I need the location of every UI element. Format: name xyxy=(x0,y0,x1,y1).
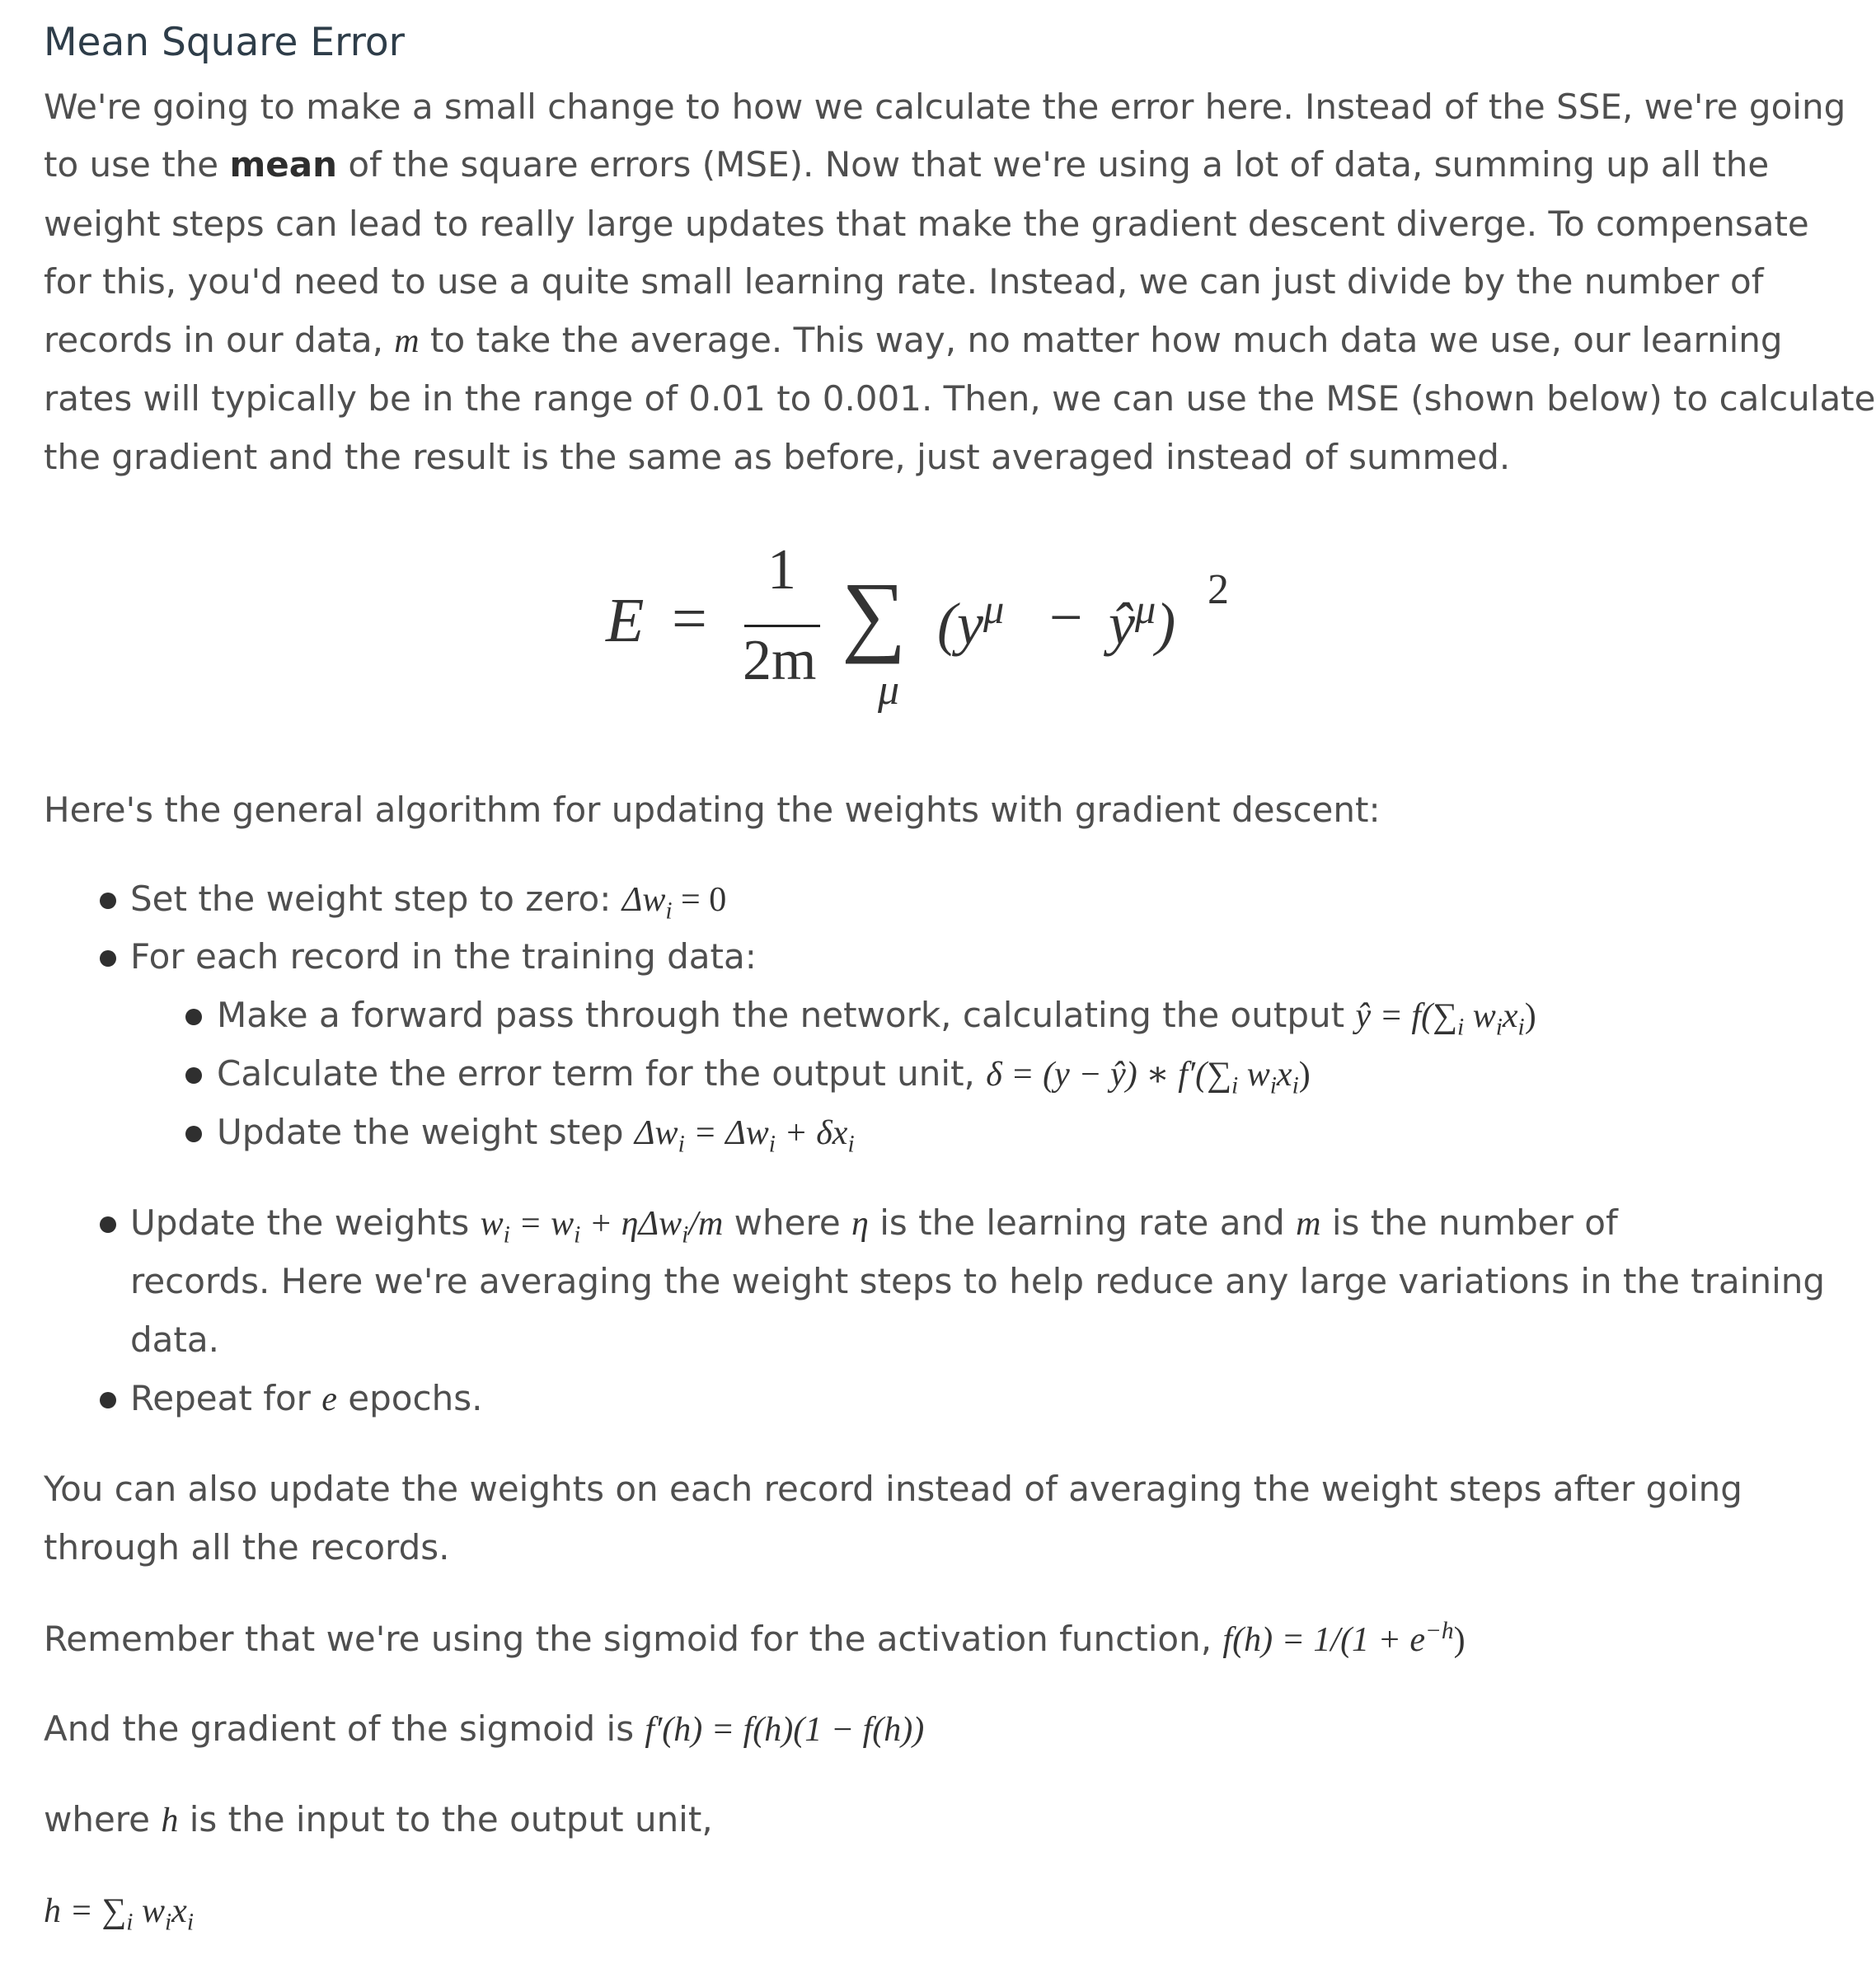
math-sigmoid: f(h) = 1/(1 + e xyxy=(1222,1621,1426,1659)
intro-text: to use the xyxy=(44,144,230,185)
bullet xyxy=(185,1009,202,1025)
intro-line-7: the gradient and the result is the same as before, just averaged instead of summed. xyxy=(44,437,1511,477)
math-h: h xyxy=(161,1802,179,1839)
algorithm-intro: Here's the general algorithm for updating the weights with gradient descent: xyxy=(44,790,1381,830)
eq-denominator: 2m xyxy=(743,629,817,692)
math-sub: i xyxy=(126,1909,134,1936)
bullet xyxy=(100,893,116,909)
math-sub: i xyxy=(847,1131,855,1158)
step-text: Repeat for xyxy=(130,1378,322,1418)
math-eta: η xyxy=(851,1205,869,1243)
intro-line-4: for this, you'd need to use a quite small learning rate. Instead, we can just divide by the number of xyxy=(44,261,1764,302)
math-x: x xyxy=(171,1892,187,1930)
math-sub: i xyxy=(186,1909,194,1936)
math-sub: i xyxy=(503,1221,510,1249)
eq-yhat xyxy=(1109,585,1175,658)
step-update-weights-line-2: records. Here we're averaging the weight steps to help reduce any large variations in the training xyxy=(130,1261,1826,1301)
h-definition xyxy=(44,1890,194,1936)
intro-line-1: We're going to make a small change to how we calculate the error here. Instead of the SSE, we're going xyxy=(44,87,1846,127)
gradient-line xyxy=(44,1708,924,1750)
substep-error-term xyxy=(217,1053,1311,1099)
math-delta-w: = Δw xyxy=(684,1114,769,1152)
math-w: w xyxy=(1238,1056,1270,1094)
math-delta-x: + δx xyxy=(775,1114,848,1152)
math-sub: i xyxy=(574,1221,581,1249)
math-sub: i xyxy=(164,1909,172,1936)
math-w: w xyxy=(133,1892,165,1930)
math-eta-delta-w: + ηΔw xyxy=(580,1205,682,1243)
eq-body xyxy=(937,585,1004,658)
bullet xyxy=(100,1216,116,1233)
math-h-eq: h = ∑ xyxy=(44,1892,127,1930)
bold-mean: mean xyxy=(229,144,337,185)
intro-line-2 xyxy=(44,144,1769,185)
intro-text: to take the average. This way, no matter how much data we use, our learning xyxy=(419,320,1783,360)
also-line-2: through all the records. xyxy=(44,1527,450,1568)
intro-line-3: weight steps can lead to really large updates that make the gradient descent diverge. To compensate xyxy=(44,204,1809,244)
step-text: Update the weights xyxy=(130,1202,481,1243)
step-update-weights xyxy=(130,1202,1618,1249)
math-delta-w: Δw xyxy=(634,1114,678,1152)
eq-minus: − xyxy=(1049,584,1083,650)
eq-sum-index: μ xyxy=(878,667,900,714)
math-w: w xyxy=(480,1205,504,1243)
step-repeat xyxy=(130,1378,482,1419)
step-text: Calculate the error term for the output unit, xyxy=(217,1053,987,1094)
math-m: m xyxy=(1296,1205,1321,1243)
step-text: Update the weight step xyxy=(217,1112,635,1152)
math-sub: i xyxy=(1495,1014,1503,1041)
math-sub: i xyxy=(1231,1072,1239,1099)
math-paren: ) xyxy=(1453,1621,1466,1659)
step-update-weights-line-3: data. xyxy=(130,1319,219,1360)
eq-yhat-char: ŷ xyxy=(1109,591,1135,657)
eq-power: 2 xyxy=(1208,566,1229,613)
math-sub: i xyxy=(678,1131,685,1158)
sigmoid-text: Remember that we're using the sigmoid for the activation function, xyxy=(44,1619,1223,1659)
math-paren: ) xyxy=(1524,997,1536,1035)
gradient-text: And the gradient of the sigmoid is xyxy=(44,1708,645,1749)
eq-sup-mu: μ xyxy=(983,586,1005,632)
math-sub: i xyxy=(768,1131,776,1158)
sigmoid-line xyxy=(44,1618,1466,1660)
page-title: Mean Square Error xyxy=(44,20,405,65)
eq-sup-mu: μ xyxy=(1134,586,1156,632)
eq-lhs: E xyxy=(606,586,645,655)
math-sub: i xyxy=(1517,1014,1525,1041)
intro-text: records in our data, xyxy=(44,320,395,360)
math-x: x xyxy=(1276,1056,1292,1094)
math-sub: i xyxy=(1269,1072,1277,1099)
step-text: Set the weight step to zero: xyxy=(130,879,622,919)
math-delta: δ = (y − ŷ) ∗ f′(∑ xyxy=(986,1056,1232,1094)
step-text: is the learning rate and xyxy=(868,1202,1297,1243)
math-w: = w xyxy=(509,1205,575,1243)
eq-equals: = xyxy=(672,584,707,654)
math-sub: i xyxy=(665,897,673,925)
step-text: where xyxy=(723,1202,852,1243)
bullet xyxy=(100,950,116,967)
math-delta-w: Δw xyxy=(621,881,666,919)
math-output: ŷ = f(∑ xyxy=(1355,997,1458,1035)
eq-close-paren: ) xyxy=(1156,591,1176,657)
math-gradient: f′(h) = f(h)(1 − f(h)) xyxy=(645,1711,925,1749)
math-sup: −h xyxy=(1425,1618,1454,1644)
step-for-each: For each record in the training data: xyxy=(130,936,757,977)
step-text: Make a forward pass through the network, calculating the output xyxy=(217,995,1356,1035)
math-x: x xyxy=(1502,997,1518,1035)
eq-y: (y xyxy=(937,591,983,657)
math-sub: i xyxy=(682,1221,689,1249)
math-w: w xyxy=(1464,997,1496,1035)
math-sub: i xyxy=(1292,1072,1299,1099)
where-text: is the input to the output unit, xyxy=(178,1799,713,1839)
math-sub: i xyxy=(1457,1014,1465,1041)
mse-equation xyxy=(555,527,1297,733)
math-paren: ) xyxy=(1298,1056,1311,1094)
substep-update-step xyxy=(217,1112,855,1158)
intro-line-5 xyxy=(44,320,1783,361)
math-e: e xyxy=(321,1380,337,1418)
step-set-zero xyxy=(130,879,726,925)
bullet xyxy=(185,1126,202,1142)
math-eq-zero: = 0 xyxy=(672,881,727,919)
eq-numerator: 1 xyxy=(767,538,796,602)
math-over-m: /m xyxy=(688,1205,724,1243)
step-text: is the number of xyxy=(1320,1202,1618,1243)
bullet xyxy=(185,1067,202,1084)
math-m: m xyxy=(394,322,420,360)
where-text: where xyxy=(44,1799,162,1839)
also-line-1: You can also update the weights on each record instead of averaging the weight steps after going xyxy=(44,1469,1742,1509)
eq-sigma: ∑ xyxy=(842,564,907,664)
fraction-bar xyxy=(744,625,820,627)
where-line xyxy=(44,1799,713,1840)
intro-text: of the square errors (MSE). Now that we're using a lot of data, summing up all the xyxy=(336,144,1770,185)
substep-forward-pass xyxy=(217,995,1536,1041)
bullet xyxy=(100,1392,116,1408)
intro-line-6: rates will typically be in the range of 0.01 to 0.001. Then, we can use the MSE (shown below) to calculate xyxy=(44,378,1876,419)
step-text: epochs. xyxy=(336,1378,483,1418)
